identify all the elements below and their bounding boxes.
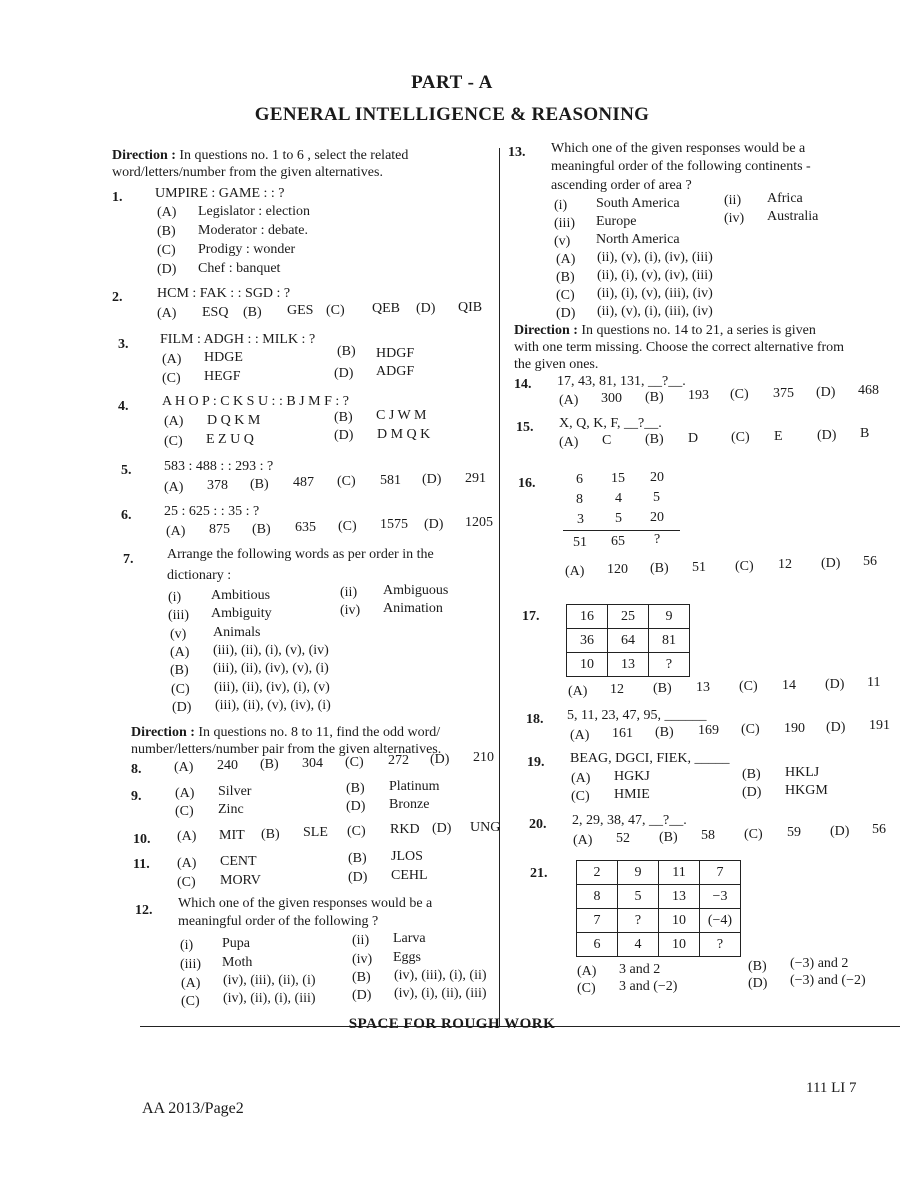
item-text: Europe bbox=[596, 214, 637, 229]
question-number: 13. bbox=[508, 145, 526, 160]
grid-cell: 9 bbox=[649, 605, 690, 629]
cell: ? bbox=[654, 532, 661, 547]
question-stem: Arrange the following words as per order in the bbox=[167, 547, 434, 562]
option-text: 12 bbox=[610, 682, 624, 697]
option-label: (D) bbox=[830, 824, 850, 839]
grid-cell: 6 bbox=[577, 933, 618, 957]
option-label: (D) bbox=[172, 700, 192, 715]
grid-cell: 7 bbox=[577, 909, 618, 933]
option-text: 272 bbox=[388, 753, 409, 768]
question-number: 18. bbox=[526, 712, 544, 727]
option-text: 375 bbox=[773, 386, 794, 401]
option-label: (D) bbox=[825, 677, 845, 692]
item-text: Australia bbox=[767, 209, 819, 224]
option-label: (D) bbox=[157, 262, 177, 277]
question-number: 9. bbox=[131, 789, 142, 804]
option-label: (B) bbox=[348, 851, 367, 866]
option-text: C bbox=[602, 433, 612, 448]
rough-work-label: SPACE FOR ROUGH WORK bbox=[348, 1016, 556, 1032]
direction-text: with one term missing. Choose the correct alternative from bbox=[514, 340, 845, 355]
option-text: 11 bbox=[867, 675, 881, 690]
option-text: 468 bbox=[858, 383, 879, 398]
part-title: PART - A bbox=[411, 72, 493, 93]
question-number: 17. bbox=[522, 609, 540, 624]
option-text: 378 bbox=[207, 478, 228, 493]
question-stem: ascending order of area ? bbox=[551, 178, 692, 193]
question-number: 12. bbox=[135, 903, 153, 918]
option-text: 56 bbox=[863, 554, 877, 569]
grid-cell: 11 bbox=[659, 861, 700, 885]
item-label: (iv) bbox=[352, 952, 373, 967]
item-text: North America bbox=[596, 232, 680, 247]
option-text: 210 bbox=[473, 750, 494, 765]
item-text: Ambiguity bbox=[211, 606, 272, 621]
option-label: (A) bbox=[175, 786, 195, 801]
option-label: (A) bbox=[177, 856, 197, 871]
option-label: (A) bbox=[157, 306, 177, 321]
direction-3 bbox=[514, 323, 816, 339]
option-text: 161 bbox=[612, 726, 633, 741]
option-label: (D) bbox=[826, 720, 846, 735]
option-text: ADGF bbox=[376, 364, 415, 379]
direction-text: the given ones. bbox=[514, 357, 599, 372]
option-text: (iv), (iii), (i), (ii) bbox=[394, 968, 487, 983]
option-text: 3 and (−2) bbox=[619, 979, 678, 994]
item-text: Eggs bbox=[393, 950, 421, 965]
grid-cell: 64 bbox=[608, 629, 649, 653]
option-label: (B) bbox=[346, 781, 365, 796]
question-stem: Which one of the given responses would be a bbox=[178, 896, 433, 911]
option-text: 3 and 2 bbox=[619, 962, 661, 977]
grid-cell: 10 bbox=[659, 909, 700, 933]
option-label: (C) bbox=[345, 755, 364, 770]
option-text: UNG bbox=[470, 820, 501, 835]
option-text: QIB bbox=[458, 300, 483, 315]
grid-cell: ? bbox=[618, 909, 659, 933]
question-number: 14. bbox=[514, 377, 532, 392]
question-number: 8. bbox=[131, 762, 142, 777]
option-label: (A) bbox=[164, 480, 184, 495]
cell: 5 bbox=[653, 490, 660, 505]
option-label: (B) bbox=[334, 410, 353, 425]
direction-text: In questions no. 8 to 11, find the odd word/ bbox=[194, 725, 441, 740]
option-text: HKLJ bbox=[785, 765, 820, 780]
option-label: (A) bbox=[164, 414, 184, 429]
option-text: 875 bbox=[209, 522, 230, 537]
option-text: Chef : banquet bbox=[198, 261, 281, 276]
option-text: HDGF bbox=[376, 346, 415, 361]
item-text: Animation bbox=[383, 601, 443, 616]
option-text: Prodigy : wonder bbox=[198, 242, 296, 257]
option-label: (C) bbox=[739, 679, 758, 694]
option-text: (iv), (i), (ii), (iii) bbox=[394, 986, 487, 1001]
option-text: (iii), (ii), (iv), (i), (v) bbox=[214, 680, 330, 695]
option-label: (B) bbox=[252, 522, 271, 537]
cell: 5 bbox=[615, 511, 622, 526]
option-label: (C) bbox=[577, 981, 596, 996]
option-text: 56 bbox=[872, 822, 886, 837]
grid-cell: 10 bbox=[567, 653, 608, 677]
option-label: (A) bbox=[559, 393, 579, 408]
option-label: (D) bbox=[432, 821, 452, 836]
option-text: 58 bbox=[701, 828, 715, 843]
item-label: (iii) bbox=[554, 216, 575, 231]
option-text: (ii), (i), (v), (iv), (iii) bbox=[597, 268, 713, 283]
option-label: (B) bbox=[659, 830, 678, 845]
item-label: (iii) bbox=[168, 608, 189, 623]
item-label: (i) bbox=[168, 590, 182, 605]
option-text: 193 bbox=[688, 388, 709, 403]
option-text: 169 bbox=[698, 723, 719, 738]
option-label: (C) bbox=[338, 519, 357, 534]
option-label: (B) bbox=[556, 270, 575, 285]
grid-cell: 10 bbox=[659, 933, 700, 957]
question-stem: HCM : FAK : : SGD : ? bbox=[157, 286, 291, 301]
option-label: (D) bbox=[748, 976, 768, 991]
option-label: (D) bbox=[817, 428, 837, 443]
grid-cell: 2 bbox=[577, 861, 618, 885]
option-text: HGKJ bbox=[614, 769, 650, 784]
option-label: (C) bbox=[741, 722, 760, 737]
option-text: E Z U Q bbox=[206, 432, 254, 447]
item-text: Moth bbox=[222, 955, 253, 970]
cell: 8 bbox=[576, 492, 583, 507]
option-text: (iv), (iii), (ii), (i) bbox=[223, 973, 316, 988]
item-text: Africa bbox=[767, 191, 803, 206]
option-label: (C) bbox=[162, 371, 181, 386]
question-stem: 5, 11, 23, 47, 95, ______ bbox=[567, 708, 707, 723]
grid-cell: ? bbox=[649, 653, 690, 677]
item-label: (i) bbox=[554, 198, 568, 213]
option-label: (A) bbox=[565, 564, 585, 579]
option-label: (A) bbox=[157, 205, 177, 220]
question-number: 10. bbox=[133, 832, 151, 847]
direction-text: In questions no. 1 to 6 , select the related bbox=[175, 148, 409, 163]
item-text: South America bbox=[596, 196, 680, 211]
grid-cell: 81 bbox=[649, 629, 690, 653]
option-label: (B) bbox=[243, 305, 262, 320]
grid-cell: −3 bbox=[700, 885, 741, 909]
grid-cell: 16 bbox=[567, 605, 608, 629]
option-text: Legislator : election bbox=[198, 204, 310, 219]
option-label: (C) bbox=[171, 682, 190, 697]
option-text: RKD bbox=[390, 822, 420, 837]
option-text: Silver bbox=[218, 784, 252, 799]
option-label: (A) bbox=[559, 435, 579, 450]
option-label: (A) bbox=[568, 684, 588, 699]
column-divider bbox=[499, 148, 500, 1026]
option-label: (D) bbox=[430, 752, 450, 767]
direction-1 bbox=[112, 148, 408, 164]
question-number: 7. bbox=[123, 552, 134, 567]
option-label: (B) bbox=[261, 827, 280, 842]
option-label: (C) bbox=[177, 875, 196, 890]
option-label: (D) bbox=[352, 988, 372, 1003]
option-label: (C) bbox=[571, 789, 590, 804]
question-stem: 17, 43, 81, 131, __?__. bbox=[557, 374, 686, 389]
sum-line bbox=[563, 530, 680, 531]
number-grid bbox=[576, 860, 741, 957]
option-label: (D) bbox=[416, 301, 436, 316]
option-label: (D) bbox=[422, 472, 442, 487]
option-label: (B) bbox=[337, 344, 356, 359]
option-label: (C) bbox=[556, 288, 575, 303]
item-text: Larva bbox=[393, 931, 426, 946]
option-text: (ii), (i), (v), (iii), (iv) bbox=[597, 286, 713, 301]
option-text: (−3) and 2 bbox=[790, 956, 849, 971]
option-label: (C) bbox=[744, 827, 763, 842]
question-stem: FILM : ADGH : : MILK : ? bbox=[160, 332, 316, 347]
option-text: Bronze bbox=[389, 797, 430, 812]
cell: 15 bbox=[611, 471, 625, 486]
option-text: Platinum bbox=[389, 779, 440, 794]
option-text: 304 bbox=[302, 756, 323, 771]
question-stem: 25 : 625 : : 35 : ? bbox=[164, 504, 260, 519]
option-text: 52 bbox=[616, 831, 630, 846]
option-text: 291 bbox=[465, 471, 486, 486]
option-text: Zinc bbox=[218, 802, 244, 817]
grid-cell: 7 bbox=[700, 861, 741, 885]
question-stem: 2, 29, 38, 47, __?__. bbox=[572, 813, 687, 828]
option-label: (B) bbox=[655, 725, 674, 740]
option-label: (D) bbox=[348, 870, 368, 885]
option-label: (C) bbox=[731, 430, 750, 445]
option-text: (iii), (ii), (i), (v), (iv) bbox=[213, 643, 329, 658]
option-label: (B) bbox=[645, 432, 664, 447]
question-number: 1. bbox=[112, 190, 123, 205]
option-text: (iii), (ii), (iv), (v), (i) bbox=[213, 661, 329, 676]
option-label: (B) bbox=[650, 561, 669, 576]
question-stem: UMPIRE : GAME : : ? bbox=[155, 186, 285, 201]
question-stem: Which one of the given responses would be a bbox=[551, 141, 806, 156]
cell: 20 bbox=[650, 510, 664, 525]
option-text: 59 bbox=[787, 825, 801, 840]
question-number: 11. bbox=[133, 857, 150, 872]
option-text: 14 bbox=[782, 678, 796, 693]
option-text: (ii), (v), (i), (iv), (iii) bbox=[597, 250, 713, 265]
number-grid bbox=[566, 604, 690, 677]
option-label: (D) bbox=[334, 366, 354, 381]
item-label: (i) bbox=[180, 938, 194, 953]
item-label: (ii) bbox=[340, 585, 358, 600]
option-label: (D) bbox=[556, 306, 576, 321]
item-label: (v) bbox=[170, 627, 187, 642]
section-title: GENERAL INTELLIGENCE & REASONING bbox=[254, 104, 650, 125]
option-text: Moderator : debate. bbox=[198, 223, 309, 238]
direction-label: Direction : bbox=[112, 148, 176, 163]
item-label: (v) bbox=[554, 234, 571, 249]
option-text: 1205 bbox=[465, 515, 493, 530]
option-text: HEGF bbox=[204, 369, 241, 384]
option-label: (B) bbox=[645, 390, 664, 405]
question-stem: dictionary : bbox=[167, 568, 232, 583]
option-text: CEHL bbox=[391, 868, 428, 883]
item-label: (ii) bbox=[724, 193, 742, 208]
option-text: ESQ bbox=[202, 305, 229, 320]
question-stem: BEAG, DGCI, FIEK, _____ bbox=[570, 751, 730, 766]
question-number: 4. bbox=[118, 399, 129, 414]
option-label: (D) bbox=[424, 517, 444, 532]
option-label: (C) bbox=[157, 243, 176, 258]
option-text: D bbox=[688, 431, 699, 446]
item-label: (iv) bbox=[724, 211, 745, 226]
option-text: 51 bbox=[692, 560, 706, 575]
option-text: (ii), (v), (i), (iii), (iv) bbox=[597, 304, 713, 319]
option-label: (B) bbox=[742, 767, 761, 782]
booklet-code: 111 LI 7 bbox=[806, 1080, 857, 1096]
option-label: (C) bbox=[730, 387, 749, 402]
option-label: (A) bbox=[181, 976, 201, 991]
question-number: 3. bbox=[118, 337, 129, 352]
option-label: (B) bbox=[250, 477, 269, 492]
question-number: 16. bbox=[518, 476, 536, 491]
question-number: 19. bbox=[527, 755, 545, 770]
option-text: JLOS bbox=[391, 849, 423, 864]
option-text: 581 bbox=[380, 473, 401, 488]
option-label: (B) bbox=[170, 663, 189, 678]
cell: 4 bbox=[615, 491, 622, 506]
option-text: 1575 bbox=[380, 517, 408, 532]
item-text: Animals bbox=[213, 625, 261, 640]
cell: 3 bbox=[577, 512, 584, 527]
cell: 51 bbox=[573, 535, 587, 550]
option-label: (A) bbox=[162, 352, 182, 367]
grid-cell: 5 bbox=[618, 885, 659, 909]
option-label: (D) bbox=[742, 785, 762, 800]
option-label: (B) bbox=[260, 757, 279, 772]
item-label: (iii) bbox=[180, 957, 201, 972]
question-stem: X, Q, K, F, __?__. bbox=[559, 416, 662, 431]
question-number: 20. bbox=[529, 817, 547, 832]
option-label: (B) bbox=[352, 970, 371, 985]
option-text: 12 bbox=[778, 557, 792, 572]
option-label: (B) bbox=[653, 681, 672, 696]
option-text: HDGE bbox=[204, 350, 243, 365]
option-text: QEB bbox=[372, 301, 400, 316]
option-label: (B) bbox=[157, 224, 176, 239]
cell: 6 bbox=[576, 472, 583, 487]
option-text: 300 bbox=[601, 391, 622, 406]
option-text: SLE bbox=[303, 825, 328, 840]
item-text: Pupa bbox=[222, 936, 250, 951]
question-stem: meaningful order of the following continents - bbox=[551, 159, 811, 174]
option-text: 635 bbox=[295, 520, 316, 535]
direction-text: word/letters/number from the given alternatives. bbox=[112, 165, 383, 180]
option-text: MIT bbox=[219, 828, 245, 843]
option-text: HMIE bbox=[614, 787, 650, 802]
direction-text: number/letters/number pair from the given alternatives. bbox=[131, 742, 442, 757]
option-label: (C) bbox=[735, 559, 754, 574]
cell: 20 bbox=[650, 470, 664, 485]
direction-label: Direction : bbox=[514, 323, 578, 338]
item-text: Ambiguous bbox=[383, 583, 449, 598]
option-text: 190 bbox=[784, 721, 805, 736]
option-label: (D) bbox=[346, 799, 366, 814]
option-text: GES bbox=[287, 303, 314, 318]
option-text: (iv), (ii), (i), (iii) bbox=[223, 991, 316, 1006]
grid-cell: 4 bbox=[618, 933, 659, 957]
option-label: (C) bbox=[347, 824, 366, 839]
option-text: HKGM bbox=[785, 783, 828, 798]
option-label: (C) bbox=[175, 804, 194, 819]
grid-cell: 13 bbox=[659, 885, 700, 909]
option-label: (D) bbox=[334, 428, 354, 443]
option-label: (B) bbox=[748, 959, 767, 974]
grid-cell: 25 bbox=[608, 605, 649, 629]
question-stem: meaningful order of the following ? bbox=[178, 914, 379, 929]
option-text: (−3) and (−2) bbox=[790, 973, 866, 988]
question-stem: 583 : 488 : : 293 : ? bbox=[164, 459, 274, 474]
option-label: (A) bbox=[571, 771, 591, 786]
grid-cell: 36 bbox=[567, 629, 608, 653]
option-label: (C) bbox=[326, 303, 345, 318]
option-text: 191 bbox=[869, 718, 890, 733]
option-label: (A) bbox=[556, 252, 576, 267]
option-label: (C) bbox=[181, 994, 200, 1009]
cell: 65 bbox=[611, 534, 625, 549]
option-text: 487 bbox=[293, 475, 314, 490]
option-label: (A) bbox=[170, 645, 190, 660]
question-number: 21. bbox=[530, 866, 548, 881]
option-label: (D) bbox=[816, 385, 836, 400]
item-text: Ambitious bbox=[211, 588, 271, 603]
option-text: 13 bbox=[696, 680, 710, 695]
option-text: CENT bbox=[220, 854, 257, 869]
option-label: (C) bbox=[337, 474, 356, 489]
question-number: 6. bbox=[121, 508, 132, 523]
grid-cell: ? bbox=[700, 933, 741, 957]
option-label: (A) bbox=[577, 964, 597, 979]
option-label: (A) bbox=[570, 728, 590, 743]
option-label: (A) bbox=[573, 833, 593, 848]
direction-label: Direction : bbox=[131, 725, 195, 740]
item-label: (iv) bbox=[340, 603, 361, 618]
question-number: 2. bbox=[112, 290, 123, 305]
question-number: 5. bbox=[121, 463, 132, 478]
grid-cell: 13 bbox=[608, 653, 649, 677]
option-label: (D) bbox=[821, 556, 841, 571]
option-text: C J W M bbox=[376, 408, 427, 423]
option-text: MORV bbox=[220, 873, 261, 888]
question-stem: A H O P : C K S U : : B J M F : ? bbox=[162, 394, 349, 409]
option-text: 120 bbox=[607, 562, 628, 577]
option-text: D Q K M bbox=[207, 413, 261, 428]
grid-cell: 9 bbox=[618, 861, 659, 885]
direction-2 bbox=[131, 725, 440, 741]
option-label: (A) bbox=[177, 829, 197, 844]
option-label: (C) bbox=[164, 434, 183, 449]
grid-cell: (−4) bbox=[700, 909, 741, 933]
grid-cell: 8 bbox=[577, 885, 618, 909]
option-text: (iii), (ii), (v), (iv), (i) bbox=[215, 698, 331, 713]
item-label: (ii) bbox=[352, 933, 370, 948]
question-number: 15. bbox=[516, 420, 534, 435]
option-label: (A) bbox=[166, 524, 186, 539]
option-text: D M Q K bbox=[377, 427, 431, 442]
direction-text: In questions no. 14 to 21, a series is given bbox=[577, 323, 816, 338]
page-number: AA 2013/Page2 bbox=[142, 1100, 244, 1117]
option-text: E bbox=[774, 429, 783, 444]
option-label: (A) bbox=[174, 760, 194, 775]
option-text: 240 bbox=[217, 758, 238, 773]
option-text: B bbox=[860, 426, 870, 441]
